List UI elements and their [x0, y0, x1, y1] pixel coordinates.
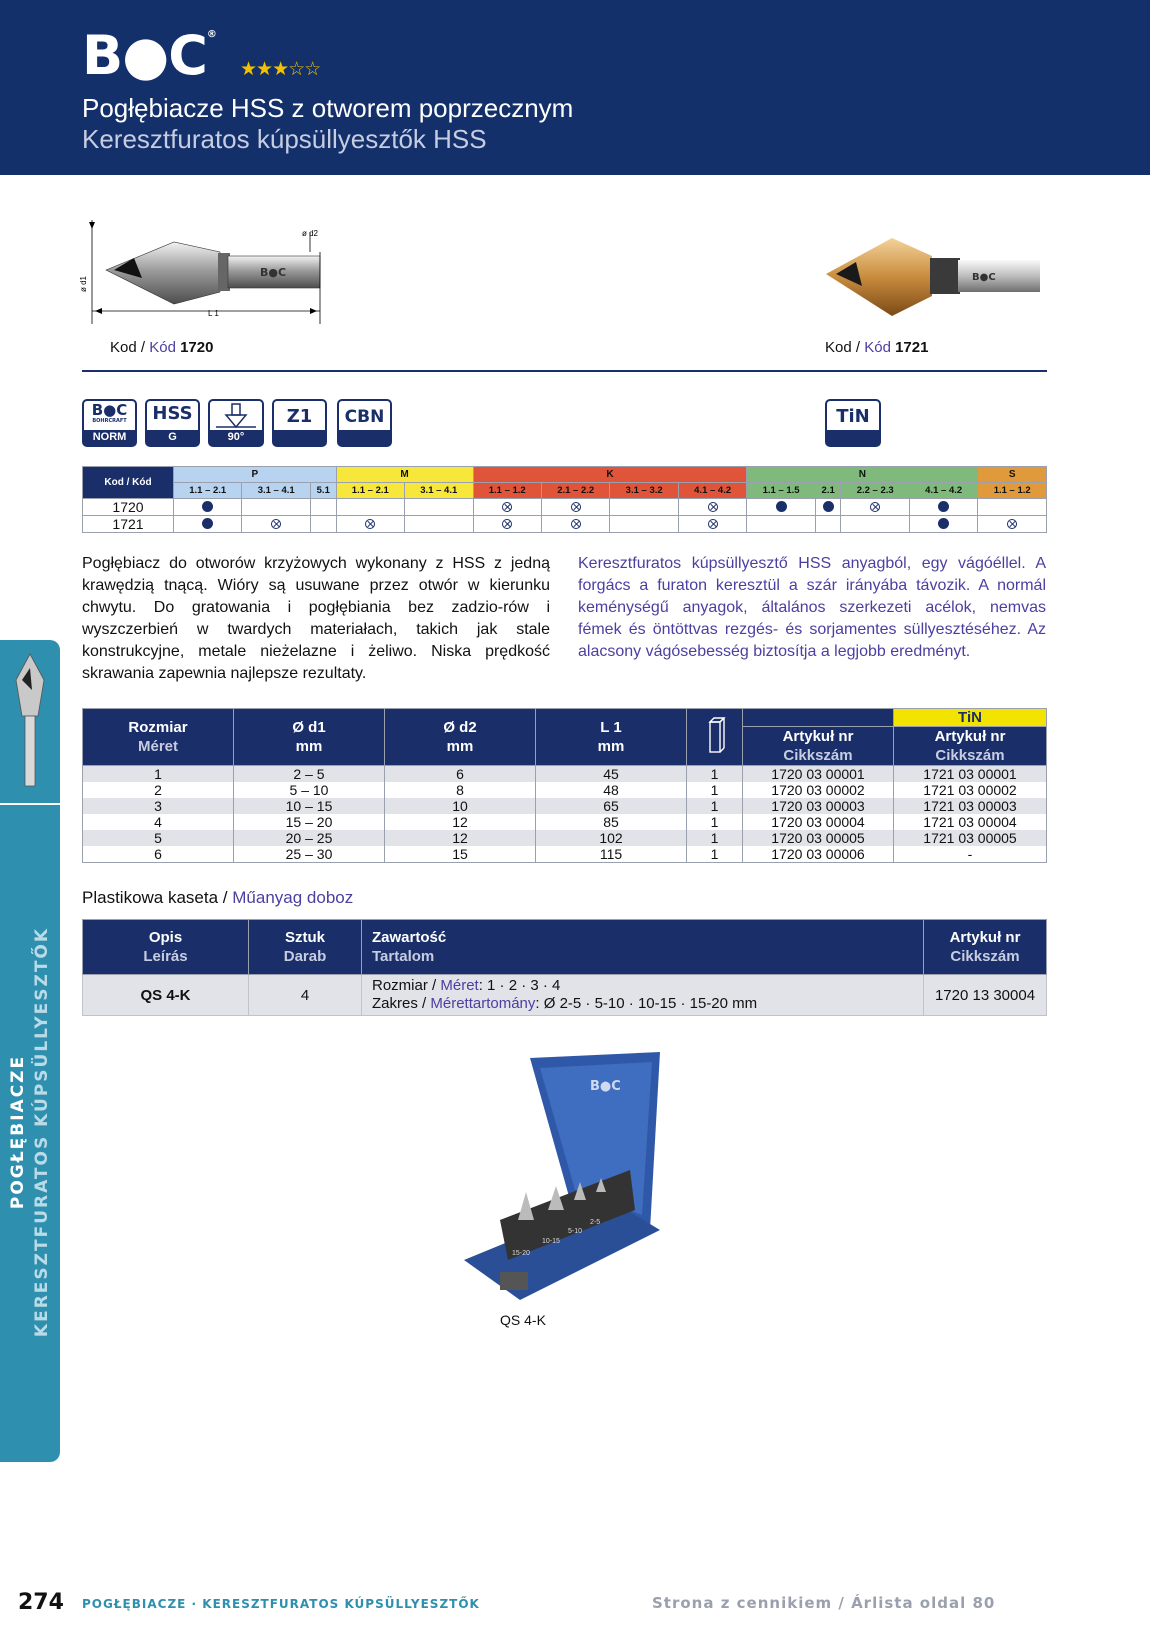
- suitable-dot-icon: [202, 518, 213, 529]
- col-d2-header: Ø d2 mm: [385, 709, 536, 766]
- size-cell-qty: 1: [687, 830, 743, 846]
- size-cell-art_tin: 1721 03 00001: [894, 766, 1047, 783]
- badge-cbn: CBN G: [337, 399, 392, 447]
- svg-text:2-5: 2-5: [590, 1219, 601, 1226]
- size-table: [82, 708, 1047, 863]
- material-row: [83, 516, 1047, 533]
- material-subgroup: 5.1: [310, 483, 336, 499]
- size-cell-size: 2: [83, 782, 234, 798]
- suitable-dot-icon: [938, 518, 949, 529]
- size-cell-size: 5: [83, 830, 234, 846]
- conditional-icon: [571, 502, 581, 512]
- conditional-icon: [502, 502, 512, 512]
- size-cell-d1: 20 – 25: [234, 830, 385, 846]
- case-qty: 4: [249, 975, 362, 1016]
- code-label-1720: Kod / Kód 1720: [110, 339, 214, 356]
- conditional-icon: [571, 519, 581, 529]
- case-name: QS 4-K: [83, 975, 249, 1016]
- case-article: 1720 13 30004: [924, 975, 1047, 1016]
- rating-stars: ★★★☆☆: [240, 59, 321, 80]
- conditional-icon: [708, 502, 718, 512]
- page-title-hu: Keresztfuratos kúpsüllyesztők HSS: [82, 124, 487, 154]
- material-subgroup: 2.1: [815, 483, 841, 499]
- material-subgroup: 1.1 – 1.2: [978, 483, 1047, 499]
- col-d1-header: Ø d1 mm: [234, 709, 385, 766]
- material-group-p: P: [174, 467, 337, 483]
- size-cell-l1: 45: [536, 766, 687, 783]
- material-row: [83, 499, 1047, 516]
- size-cell-size: 3: [83, 798, 234, 814]
- material-group-s: S: [978, 467, 1047, 483]
- size-cell-d1: 10 – 15: [234, 798, 385, 814]
- size-cell-d1: 5 – 10: [234, 782, 385, 798]
- badge-angle-90: 90°: [208, 399, 264, 447]
- description-pl: Pogłębiacz do otworów krzyżowych wykonany z HSS z jedną krawędzią tnącą. Wióry są usuwane przez otwór w kierunku chwytu. Do gratowania i pogłębiania bez zadzio-rów i wyszczerbień w twardych materiałach, takich jak stale konstrukcyjne, metale nieżelazne i żeliwo. Niska prędkość skrawania zapewnia najlepsze rezultaty.: [82, 555, 550, 682]
- badge-tin: TiN G: [825, 399, 881, 447]
- size-cell-l1: 85: [536, 814, 687, 830]
- conditional-icon: [365, 519, 375, 529]
- col-article-header: Artykuł nr Cikkszám: [924, 920, 1047, 975]
- dim-d2-label: ø d2: [302, 229, 319, 238]
- col-zawartosc-header: Zawartość Tartalom: [362, 920, 924, 975]
- conditional-icon: [870, 502, 880, 512]
- material-subgroup: 4.1 – 4.2: [678, 483, 746, 499]
- material-subgroup: 3.1 – 4.1: [405, 483, 473, 499]
- conditional-icon: [271, 519, 281, 529]
- size-cell-qty: 1: [687, 846, 743, 863]
- size-cell-art_tin: -: [894, 846, 1047, 863]
- dim-d1-label: ø d1: [79, 275, 88, 292]
- countersink-tab-icon: [12, 650, 48, 790]
- code-label-1721: Kod / Kód 1721: [825, 339, 929, 356]
- col-sztuk-header: Sztuk Darab: [249, 920, 362, 975]
- side-tab-label: POGŁĘBIACZE KERESZTFURATOS KÚPSÜLLYESZTŐK: [8, 926, 52, 1338]
- plastic-case-image: [460, 1050, 680, 1320]
- countersink-angle-icon: [210, 401, 262, 431]
- svg-text:B●C: B●C: [590, 1079, 621, 1094]
- case-section-title: Plastikowa kaseta / Műanyag doboz: [82, 888, 354, 907]
- case-image-caption: QS 4-K: [500, 1312, 546, 1328]
- badge-z1: Z1 G: [272, 399, 327, 447]
- size-cell-qty: 1: [687, 766, 743, 783]
- dim-l1-label: L 1: [208, 309, 219, 318]
- size-cell-d2: 10: [385, 798, 536, 814]
- material-group-k: K: [473, 467, 747, 483]
- svg-text:10-15: 10-15: [542, 1238, 560, 1245]
- size-row: [83, 814, 1047, 830]
- col-article-header: Artykuł nr Cikkszám: [743, 727, 894, 766]
- size-cell-art: 1720 03 00002: [743, 782, 894, 798]
- package-icon: [705, 716, 725, 754]
- size-cell-l1: 115: [536, 846, 687, 863]
- svg-text:B●C: B●C: [972, 272, 996, 283]
- size-cell-art_tin: 1721 03 00002: [894, 782, 1047, 798]
- svg-text:15-20: 15-20: [512, 1250, 530, 1257]
- case-contents: Rozmiar / Méret: 1 · 2 · 3 · 4 Zakres / Mérettartomány: Ø 2-5 · 5-10 · 10-15 · 15-20 mm: [362, 975, 924, 1016]
- col-l1-header: L 1 mm: [536, 709, 687, 766]
- size-cell-d2: 8: [385, 782, 536, 798]
- divider: [82, 370, 1047, 372]
- svg-text:B●C: B●C: [260, 266, 287, 279]
- size-cell-l1: 102: [536, 830, 687, 846]
- suitable-dot-icon: [202, 501, 213, 512]
- size-row: [83, 830, 1047, 846]
- badge-hss-g: HSS G: [145, 399, 200, 447]
- size-cell-qty: 1: [687, 782, 743, 798]
- size-row: [83, 846, 1047, 863]
- size-cell-art: 1720 03 00001: [743, 766, 894, 783]
- size-cell-size: 1: [83, 766, 234, 783]
- size-row: [83, 798, 1047, 814]
- size-cell-d2: 12: [385, 814, 536, 830]
- badge-boc-norm: B●C BOHRCRAFT NORM: [82, 399, 137, 447]
- size-cell-qty: 1: [687, 798, 743, 814]
- material-subgroup: 1.1 – 1.2: [473, 483, 541, 499]
- material-subgroup: 1.1 – 2.1: [174, 483, 242, 499]
- size-cell-qty: 1: [687, 814, 743, 830]
- kod-header: Kod / Kód: [83, 467, 174, 499]
- suitable-dot-icon: [823, 501, 834, 512]
- material-suitability-table: [82, 466, 1047, 533]
- countersink-tin-image: [822, 230, 1052, 325]
- page-title-pl: Pogłębiacze HSS z otworem poprzecznym: [82, 93, 574, 123]
- size-cell-art_tin: 1721 03 00003: [894, 798, 1047, 814]
- material-subgroup: 1.1 – 2.1: [336, 483, 404, 499]
- case-table: [82, 919, 1047, 1016]
- size-cell-art_tin: 1721 03 00004: [894, 814, 1047, 830]
- description-hu: Keresztfuratos kúpsüllyesztő HSS anyagból, egy vágóéllel. A forgács a furaton keresztül a szár irányába távozik. A normál keménységű anyagok, általános szerkezeti acélok, nemvas fémek és öntöttvas rezgés- és sorjamentes süllyesztéséhez. Az alacsony vágósebesség biztosítja a legjobb eredményt.: [578, 555, 1046, 660]
- size-cell-art: 1720 03 00004: [743, 814, 894, 830]
- col-size-header: Rozmiar Méret: [83, 709, 234, 766]
- size-cell-size: 4: [83, 814, 234, 830]
- page-number: 274: [18, 1590, 64, 1615]
- tab-divider: [0, 803, 60, 805]
- svg-text:5-10: 5-10: [568, 1228, 583, 1235]
- material-row-code: 1721: [83, 516, 174, 533]
- countersink-drawing-1720: [79, 212, 342, 332]
- conditional-icon: [708, 519, 718, 529]
- material-subgroup: 4.1 – 4.2: [909, 483, 977, 499]
- conditional-icon: [1007, 519, 1017, 529]
- size-cell-d2: 12: [385, 830, 536, 846]
- footer-pricelist-ref: Strona z cennikiem / Árlista oldal 80: [652, 1594, 996, 1612]
- tin-header: TiN: [894, 709, 1047, 727]
- size-cell-art: 1720 03 00006: [743, 846, 894, 863]
- suitable-dot-icon: [938, 501, 949, 512]
- conditional-icon: [502, 519, 512, 529]
- material-subgroup: 2.1 – 2.2: [541, 483, 609, 499]
- material-group-n: N: [747, 467, 978, 483]
- size-cell-d2: 15: [385, 846, 536, 863]
- material-subgroup: 1.1 – 1.5: [747, 483, 815, 499]
- size-cell-art: 1720 03 00005: [743, 830, 894, 846]
- material-group-m: M: [336, 467, 473, 483]
- material-subgroup: 3.1 – 4.1: [242, 483, 310, 499]
- footer-category: POGŁĘBIACZE · KERESZTFURATOS KÚPSÜLLYESZTŐK: [82, 1597, 480, 1611]
- boc-logo: B●C®: [82, 24, 216, 87]
- size-cell-art_tin: 1721 03 00005: [894, 830, 1047, 846]
- material-subgroup: 3.1 – 3.2: [610, 483, 678, 499]
- size-cell-l1: 48: [536, 782, 687, 798]
- size-cell-d2: 6: [385, 766, 536, 783]
- size-row: [83, 766, 1047, 783]
- size-cell-d1: 15 – 20: [234, 814, 385, 830]
- size-cell-art: 1720 03 00003: [743, 798, 894, 814]
- col-qty-header: [687, 709, 743, 766]
- size-row: [83, 782, 1047, 798]
- size-cell-d1: 25 – 30: [234, 846, 385, 863]
- material-subgroup: 2.2 – 2.3: [841, 483, 909, 499]
- size-cell-size: 6: [83, 846, 234, 863]
- col-article-tin-header: Artykuł nr Cikkszám: [894, 727, 1047, 766]
- col-opis-header: Opis Leírás: [83, 920, 249, 975]
- material-row-code: 1720: [83, 499, 174, 516]
- size-cell-l1: 65: [536, 798, 687, 814]
- suitable-dot-icon: [776, 501, 787, 512]
- size-cell-d1: 2 – 5: [234, 766, 385, 783]
